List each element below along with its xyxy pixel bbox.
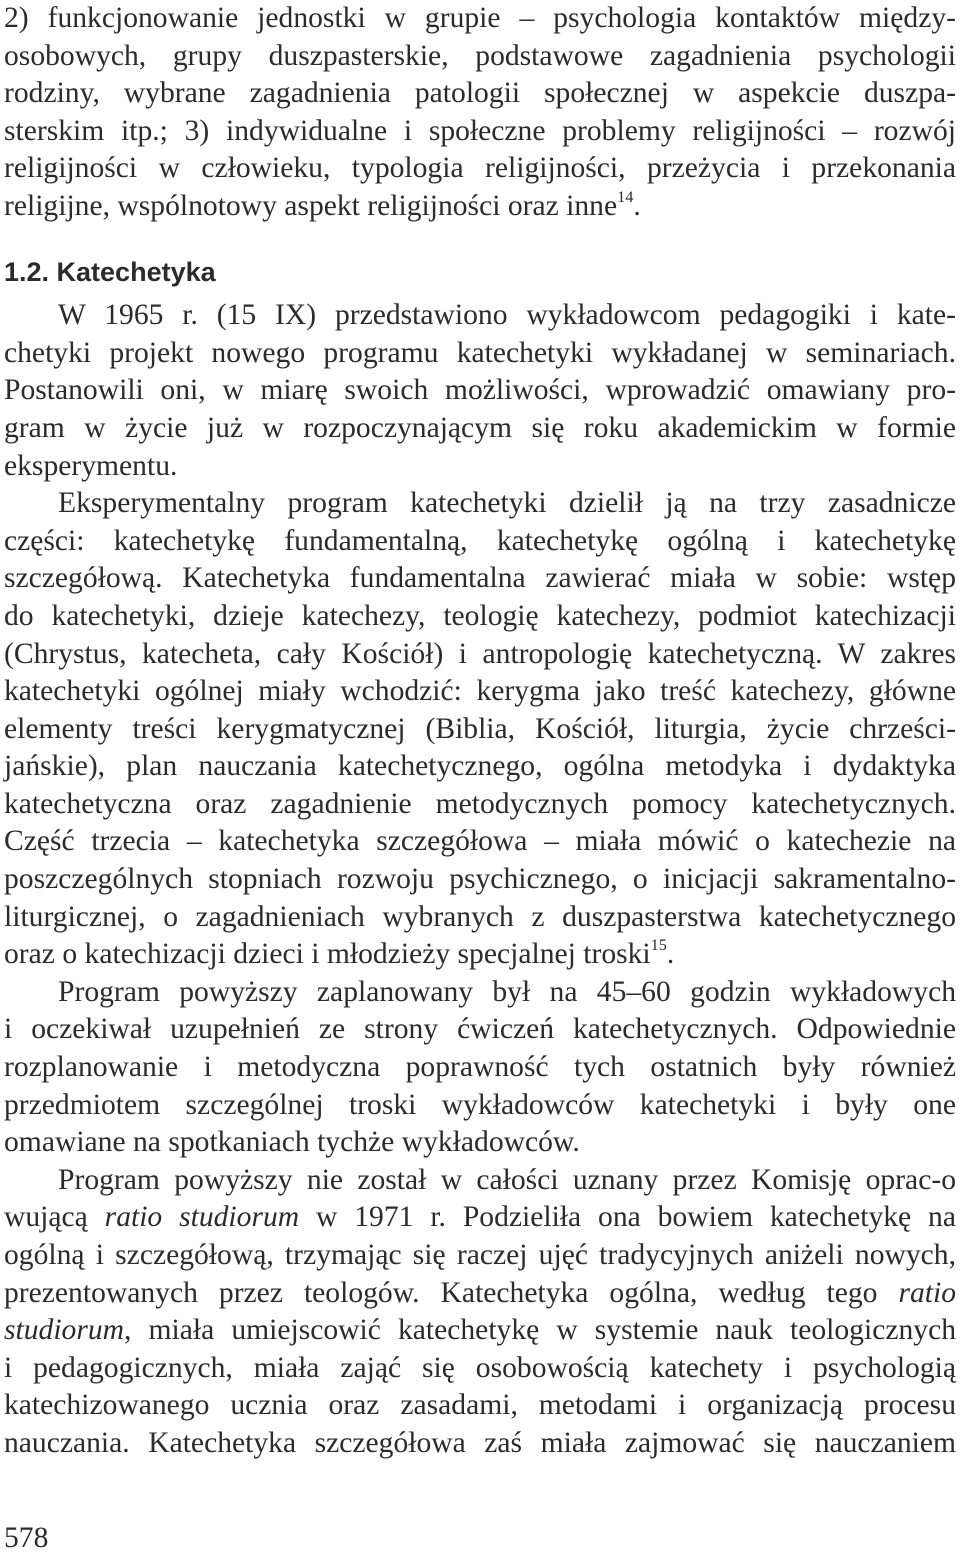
text-fragment: , miała umiejscowić katechetykę w systemie nauk teologicznych [124,1314,956,1347]
text-line: Program powyższy zaplanowany był na 45–60 godzin wykładowych [58,975,956,1008]
text-fragment: Program powyższy nie został w całości uznany przez Komisję oprac- [58,1163,942,1196]
text-line: poszczególnych stopniach rozwoju psychicznego, o inicjacji sakramentalno- [4,863,956,896]
text-line: katechizowanego ucznia oraz zasadami, metodami i organizacją procesu [4,1389,956,1422]
text-line: części: katechetykę fundamentalną, katechetykę ogólną i katechetykę [4,524,956,557]
text-line: eksperymentu. [4,449,178,482]
text-line [4,1275,956,1313]
text-line: 2) funkcjonowanie jednostki w grupie – psychologia kontaktów między- [4,2,956,34]
text-line [4,1162,956,1200]
text-line: Eksperymentalny program katechetyki dzielił ją na trzy zasadnicze [58,487,956,520]
text-line: gram w życie już w rozpoczynającym się roku akademickim w formie [4,411,956,444]
text-line: i oczekiwał uzupełnień ze strony ćwiczeń katechetycznych. Odpowiednie [4,1013,956,1046]
text-line: (Chrystus, katecheta, cały Kościół) i antropologię katechetyczną. W zakres [4,637,956,670]
text-fragment: religijne, wspólnotowy aspekt religijności oraz inne [4,189,618,222]
italic-term: ratio studiorum [104,1201,300,1234]
paragraph-4 [4,1162,956,1463]
text-line: jańskie), plan nauczania katechetycznego, ogólna metodyka i dydaktyka [4,750,956,783]
text-line: przedmiotem szczególnej troski wykładowców katechetyki i były one [4,1088,956,1121]
text-fragment: wującą [4,1201,105,1234]
paragraph-1 [4,297,956,485]
text-line [4,936,956,974]
text-line: i pedagogicznych, miała zająć się osobowością katechety i psychologią [4,1351,956,1384]
text-line: chetyki projekt nowego programu katechetyki wykładanej w seminariach. [4,336,956,369]
italic-term: ratio [898,1276,956,1309]
paragraph-3 [4,974,956,1162]
footnote-ref[interactable]: 15 [650,935,667,955]
text-fragment: . [666,938,675,971]
page-number: 578 [4,1522,49,1554]
text-line: osobowych, grupy duszpasterskie, podstawowe zagadnienia psychologii [4,39,956,72]
text-fragment: w 1971 r. Podzieliła ona bowiem katechetykę na [299,1201,956,1234]
text-line: liturgicznej, o zagadnieniach wybranych z duszpasterstwa katechetycznego [4,900,956,933]
text-line: katechetyczna oraz zagadnienie metodycznych pomocy katechetycznych. [4,787,956,820]
text-line: religijności w człowieku, typologia religijności, przeżycia i przekonania [4,152,956,185]
text-line: szczegółową. Katechetyka fundamentalna zawierać miała w sobie: wstęp [4,562,956,595]
text-fragment: . [633,189,641,222]
text-line [4,1199,956,1237]
text-line: katechetyki ogólnej miały wchodzić: kerygma jako treść katechezy, główne [4,675,956,708]
italic-term: studiorum [4,1314,125,1347]
section-heading: 1.2. Katechetyka [4,256,216,287]
text-line: Postanowili oni, w miarę swoich możliwości, wprowadzić omawiany pro- [4,374,956,407]
text-line: elementy treści kerygmatycznej (Biblia, Kościół, liturgia, życie chrześci- [4,712,956,745]
text-line: do katechetyki, dzieje katechezy, teologię katechezy, podmiot katechizacji [4,599,956,632]
text-line: ogólną i szczegółową, trzymając się raczej ujęć tradycyjnych aniżeli nowych, [4,1239,956,1271]
text-fragment: prezentowanych przez teologów. Katechetyka ogólna, według tego [4,1276,899,1309]
document-page [4,0,956,1463]
paragraph-2 [4,485,956,974]
text-line: rozplanowanie i metodyczna poprawność tych ostatnich były również [4,1051,956,1084]
text-line: W 1965 r. (15 IX) przedstawiono wykładowcom pedagogiki i kate- [58,299,956,332]
text-line: rodziny, wybrane zagadnienia patologii społecznej w aspekcie duszpa- [4,77,956,110]
text-line: omawiane na spotkaniach tychże wykładowców. [4,1126,580,1159]
text-fragment: oraz o katechizacji dzieci i młodzieży specjalnej troski [4,938,651,971]
text-line [4,188,956,226]
intro-paragraph [4,0,956,226]
text-line: sterskim itp.; 3) indywidualne i społeczne problemy religijności – rozwój [4,114,956,147]
text-line: nauczania. Katechetyka szczegółowa zaś miała zajmować się nauczaniem [4,1426,956,1459]
footnote-ref[interactable]: 14 [617,186,634,206]
text-line: Część trzecia – katechetyka szczegółowa – miała mówić o katechezie na [4,825,956,858]
text-fragment: o [941,1163,956,1196]
text-line [4,1312,956,1350]
